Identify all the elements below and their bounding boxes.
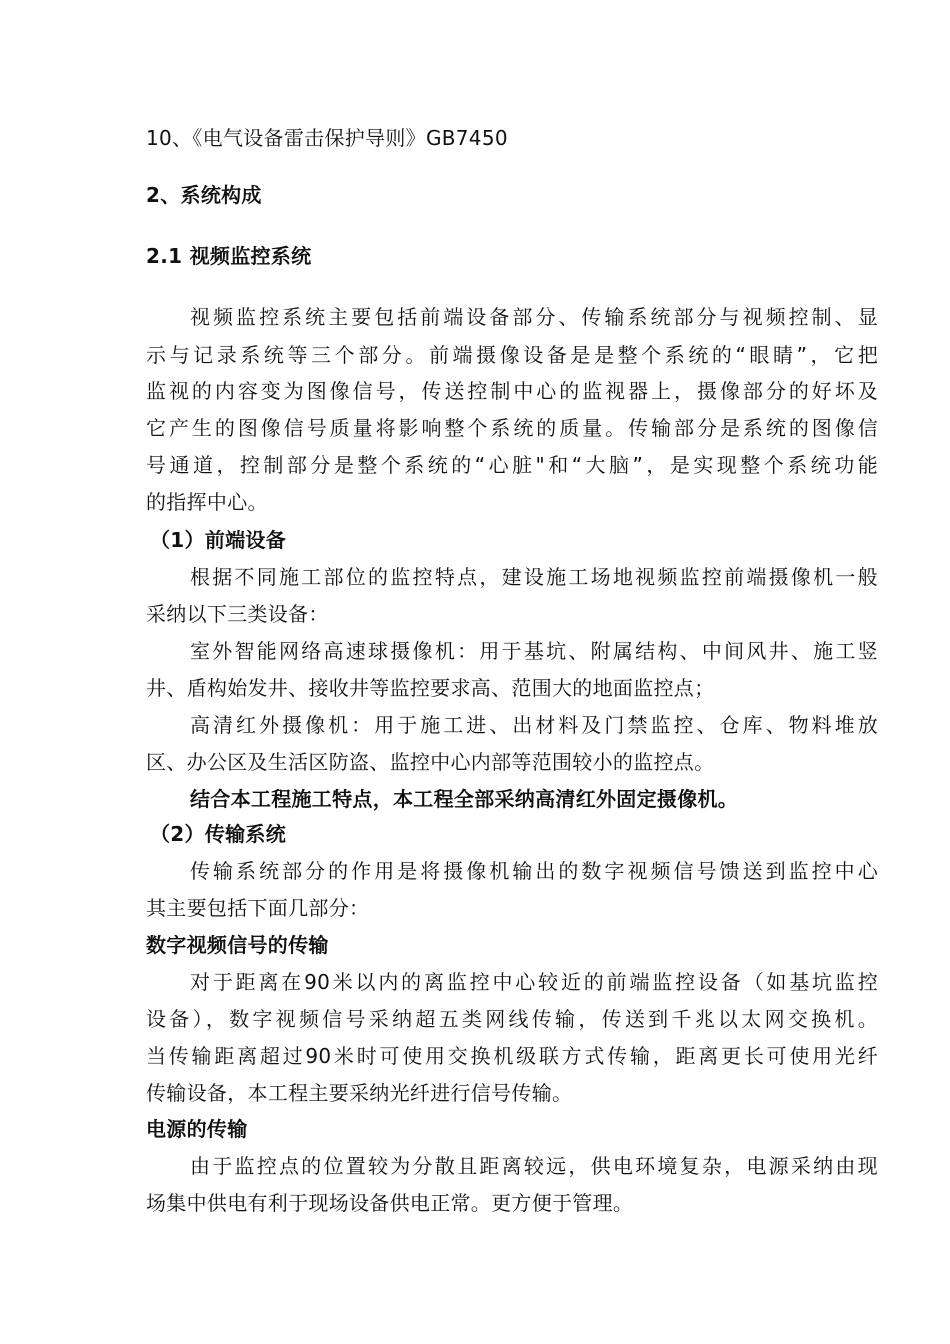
paragraph-line: 场集中供电有利于现场设备供电正常。更方便于管理。 — [146, 1191, 634, 1215]
paragraph-line: 对于距离在90米以内的离监控中心较近的前端监控设备（如基坑监控 — [190, 970, 878, 994]
emphasis-line: 结合本工程施工特点，本工程全部采纳高清红外固定摄像机。 — [190, 787, 739, 811]
paragraph-line: 它产生的图像信号质量将影响整个系统的质量。传输部分是系统的图像信 — [146, 416, 878, 440]
paragraph-line: 号通道，控制部分是整个系统的“心脏"和“大脑”，是实现整个系统功能 — [146, 453, 878, 477]
paragraph-line: 示与记录系统等三个部分。前端摄像设备是是整个系统的“眼睛”，它把 — [146, 343, 878, 367]
topic-heading-digital-video: 数字视频信号的传输 — [146, 933, 329, 957]
paragraph-line: 设备），数字视频信号采纳超五类网线传输，传送到千兆以太网交换机。 — [146, 1007, 878, 1031]
paragraph-line: 室外智能网络高速球摄像机：用于基坑、附属结构、中间风井、施工竖 — [190, 639, 878, 663]
item-heading-transmission: （2）传输系统 — [150, 822, 287, 846]
topic-heading-power: 电源的传输 — [146, 1117, 248, 1141]
paragraph-line: 监视的内容变为图像信号，传送控制中心的监视器上，摄像部分的好坏及 — [146, 379, 878, 403]
paragraph-line: 高清红外摄像机：用于施工进、出材料及门禁监控、仓库、物料堆放 — [190, 713, 878, 737]
paragraph-line: 由于监控点的位置较为分散且距离较远，供电环境复杂，电源采纳由现 — [190, 1154, 878, 1178]
paragraph-line: 区、办公区及生活区防盗、监控中心内部等范围较小的监控点。 — [146, 750, 715, 774]
paragraph-line: 传输设备，本工程主要采纳光纤进行信号传输。 — [146, 1081, 573, 1105]
paragraph-line: 传输系统部分的作用是将摄像机输出的数字视频信号馈送到监控中心 — [190, 859, 878, 883]
paragraph-line: 井、盾构始发井、接收井等监控要求高、范围大的地面监控点； — [146, 676, 715, 700]
paragraph-line: 视频监控系统主要包括前端设备部分、传输系统部分与视频控制、显 — [190, 305, 878, 329]
paragraph-line: 采纳以下三类设备： — [146, 602, 329, 626]
paragraph-line: 的指挥中心。 — [146, 490, 268, 514]
paragraph-line: 当传输距离超过90米时可使用交换机级联方式传输，距离更长可使用光纤 — [146, 1044, 878, 1068]
paragraph-line: 根据不同施工部位的监控特点，建设施工场地视频监控前端摄像机一般 — [190, 565, 878, 589]
paragraph-line: 其主要包括下面几部分： — [146, 896, 370, 920]
item-heading-front-end: （1）前端设备 — [150, 528, 287, 552]
reference-item-10: 10、《电气设备雷击保护导则》GB7450 — [146, 126, 508, 150]
section-heading-2: 2、系统构成 — [146, 183, 262, 207]
subsection-heading-2-1: 2.1 视频监控系统 — [146, 244, 312, 268]
